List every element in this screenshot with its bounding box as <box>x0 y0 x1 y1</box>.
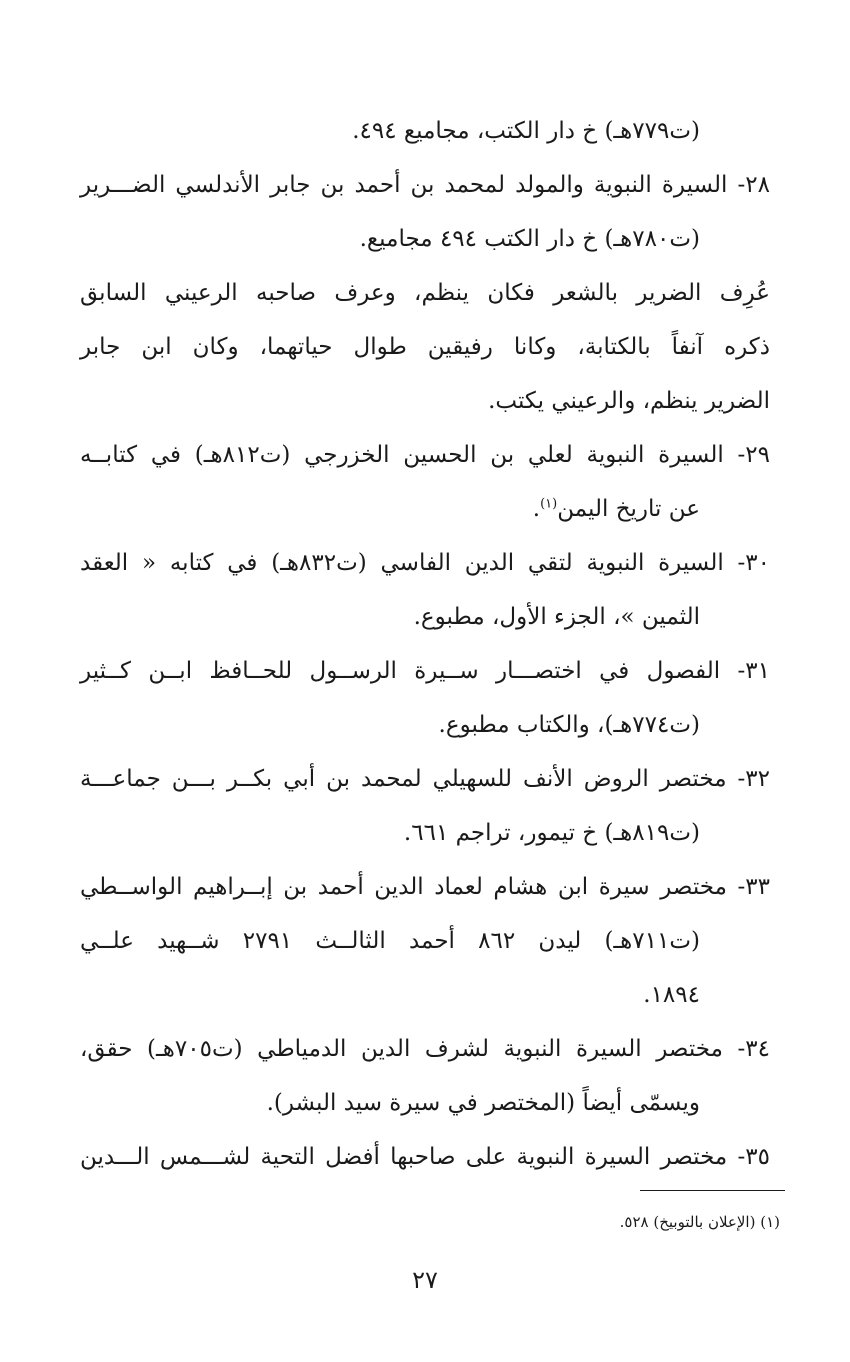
list-item-34: ٣٤- مختصر السيرة النبوية لشرف الدين الدمياطي (ت٧٠٥هـ) حقق، <box>80 1036 771 1062</box>
list-item-31: ٣١- الفصول في اختصـــار ســيرة الرســول للحــافظ ابــن كــثير <box>80 658 770 684</box>
text-line: (ت٧١١هـ) ليدن ٨٦٢ أحمد الثالــث ٢٧٩١ شــهيد علــي <box>80 928 700 954</box>
text-line: (ت٧٧٤هـ)، والكتاب مطبوع. <box>438 712 700 738</box>
text-line: ويسمّى أيضاً (المختصر في سيرة سيد البشر). <box>266 1090 700 1116</box>
text-line-with-footnote <box>80 482 770 536</box>
list-item-30: ٣٠- السيرة النبوية لتقي الدين الفاسي (ت٨٣٢هـ) في كتابه « العقد <box>80 550 770 576</box>
text-line: (ت٧٧٩هـ) خ دار الكتب، مجاميع ٤٩٤. <box>352 118 700 144</box>
list-item-29: ٢٩- السيرة النبوية لعلي بن الحسين الخزرجي (ت٨١٢هـ) في كتابــه <box>80 442 770 468</box>
text-line: (ت٧٨٠هـ) خ دار الكتب ٤٩٤ مجاميع. <box>359 226 700 252</box>
text-line: ذكره آنفاً بالكتابة، وكانا رفيقين طوال حياتهما، وكان ابن جابر <box>80 334 770 360</box>
text-line: الضرير ينظم، والرعيني يكتب. <box>488 388 770 414</box>
body-text <box>80 104 770 1184</box>
footnote: (١) (الإعلان بالتوبيخ) ٥٢٨. <box>619 1213 780 1231</box>
text-fragment: عن تاريخ اليمن <box>557 496 700 522</box>
text-line: الثمين »، الجزء الأول، مطبوع. <box>413 604 700 630</box>
period: . <box>532 496 541 522</box>
list-item-28: ٢٨- السيرة النبوية والمولد لمحمد بن أحمد بن جابر الأندلسي الضـــرير <box>80 172 770 198</box>
text-line: ١٨٩٤. <box>643 982 700 1008</box>
footnote-reference: (١) <box>540 496 558 512</box>
list-item-32: ٣٢- مختصر الروض الأنف للسهيلي لمحمد بن أبي بكــر بـــن جماعـــة <box>80 766 770 792</box>
text-line: عُرِف الضرير بالشعر فكان ينظم، وعرف صاحبه الرعيني السابق <box>80 280 770 306</box>
page-number: ٢٧ <box>412 1266 438 1294</box>
list-item-33: ٣٣- مختصر سيرة ابن هشام لعماد الدين أحمد بن إبــراهيم الواســطي <box>80 874 770 900</box>
text-line: (ت٨١٩هـ) خ تيمور، تراجم ٦٦١. <box>403 820 700 846</box>
list-item-35: ٣٥- مختصر السيرة النبوية على صاحبها أفضل التحية لشـــمس الـــدين <box>80 1144 770 1170</box>
footnote-separator <box>640 1190 785 1191</box>
